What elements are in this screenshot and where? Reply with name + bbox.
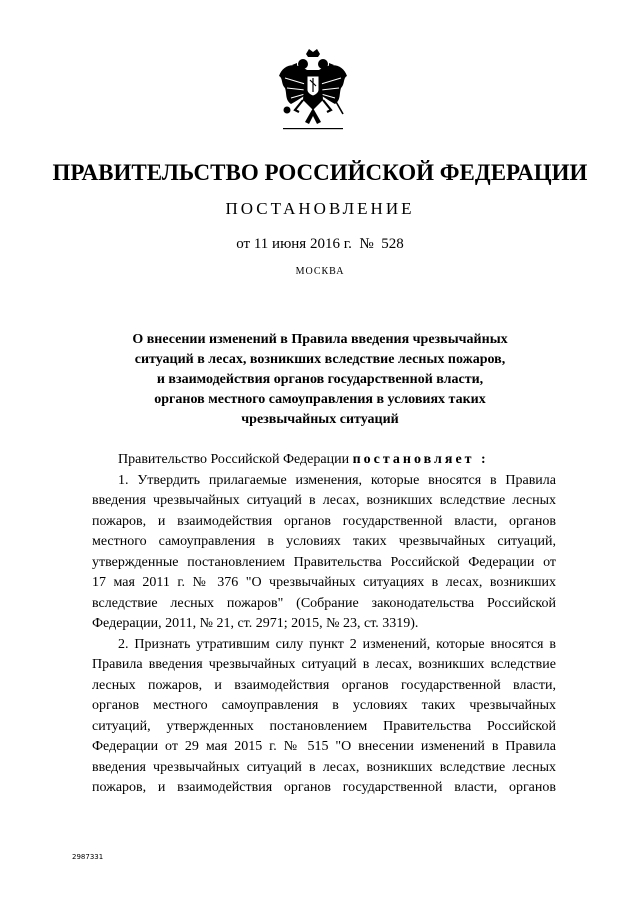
heading-line: ситуаций в лесах, возникших вследствие лесных пожаров, xyxy=(134,352,506,367)
preamble-emphasis: постановляет : xyxy=(352,452,489,467)
preamble-text: Правительство Российской Федерации xyxy=(118,452,353,467)
paragraph-line: Правила введения чрезвычайных ситуаций в лесах, возникших вследствие xyxy=(92,657,556,672)
paragraph-line: ситуаций, утвержденных постановлением Правительства Российской xyxy=(92,718,556,734)
document-city: МОСКВА xyxy=(295,266,345,277)
footer-document-id: 2987331 xyxy=(72,853,104,861)
paragraph-line: вследствие лесных пожаров" (Собрание законодательства Российской xyxy=(92,595,556,611)
paragraph-line: пожаров, и взаимодействия органов государственной власти, органов xyxy=(92,780,556,795)
coat-of-arms-icon xyxy=(277,48,349,134)
document-body xyxy=(92,450,556,799)
paragraph-line: 17 мая 2011 г. № 376 "О чрезвычайных ситуациях в лесах, возникших xyxy=(92,575,556,590)
paragraph-1 xyxy=(92,471,556,635)
government-title: ПРАВИТЕЛЬСТВО РОССИЙСКОЙ ФЕДЕРАЦИИ xyxy=(52,160,588,185)
paragraph-line: Федерации, 2011, № 21, ст. 2971; 2015, № 23, ст. 3319). xyxy=(92,616,419,631)
document-type: ПОСТАНОВЛЕНИЕ xyxy=(225,199,415,218)
heading-line: О внесении изменений в Правила введения чрезвычайных xyxy=(132,332,508,347)
paragraph-line: утвержденные постановлением Правительства Российской Федерации от xyxy=(92,554,556,570)
paragraph-line: 1. Утвердить прилагаемые изменения, которые вносятся в Правила xyxy=(118,472,556,488)
paragraph-line: лесных пожаров, и взаимодействия органов государственной власти, xyxy=(92,677,556,693)
document-heading xyxy=(100,330,540,430)
document-date-number: от 11 июня 2016 г. № 528 xyxy=(236,236,404,252)
paragraph-line: Федерации от 29 мая 2015 г. № 515 "О внесении изменений в Правила xyxy=(92,739,556,754)
paragraph-line: 2. Признать утратившим силу пункт 2 изменений, которые вносятся в xyxy=(118,636,556,652)
paragraph-line: местного самоуправления в условиях таких чрезвычайных ситуаций, xyxy=(92,534,556,549)
paragraph-line: органов местного самоуправления в условиях таких чрезвычайных xyxy=(92,698,556,713)
heading-line: и взаимодействия органов государственной власти, xyxy=(156,372,484,387)
paragraph-2 xyxy=(92,635,556,799)
heading-line: органов местного самоуправления в условиях таких xyxy=(154,392,486,407)
heading-line: чрезвычайных ситуаций xyxy=(241,412,399,427)
paragraph-line: введения чрезвычайных ситуаций в лесах, возникших вследствие лесных xyxy=(92,493,556,508)
preamble xyxy=(92,450,556,471)
paragraph-line: пожаров, и взаимодействия органов государственной власти, органов xyxy=(92,513,556,529)
paragraph-line: введения чрезвычайных ситуаций в лесах, возникших вследствие лесных xyxy=(92,759,556,775)
